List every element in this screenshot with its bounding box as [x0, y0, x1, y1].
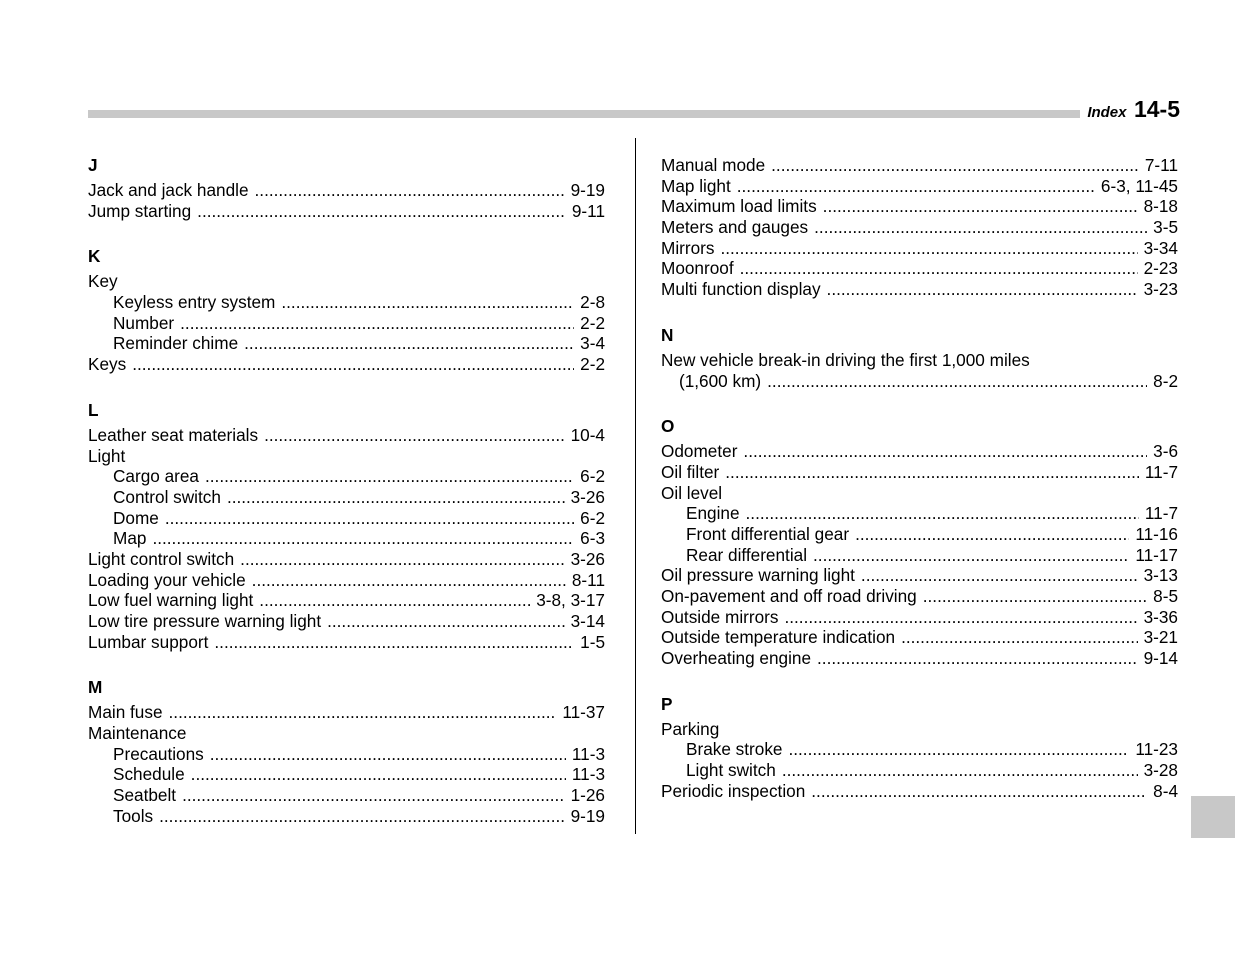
- entry-text: Main fuse: [88, 702, 163, 723]
- entry-page: 1-26: [570, 785, 605, 806]
- dot-leader: [165, 508, 574, 529]
- index-entry: [88, 723, 605, 744]
- entry-text: Control switch: [113, 486, 221, 507]
- index-entry: [88, 333, 605, 354]
- dot-leader: [813, 545, 1129, 566]
- dot-leader: [205, 466, 574, 487]
- dot-leader: [901, 627, 1138, 648]
- entry-text: Leather seat materials: [88, 424, 259, 445]
- section-letter: P: [661, 693, 673, 714]
- entry-page: 3-26: [570, 548, 605, 569]
- entry-text: New vehicle break-in driving the first 1,000 miles: [661, 349, 1030, 370]
- dot-leader: [255, 180, 565, 201]
- entry-page: 3-36: [1143, 606, 1178, 627]
- dot-leader: [827, 279, 1138, 300]
- entry-page: 8-2: [1153, 370, 1178, 391]
- dot-leader: [782, 760, 1138, 781]
- entry-page: 9-19: [570, 805, 605, 826]
- dot-leader: [252, 570, 566, 591]
- entry-text: Map: [113, 528, 147, 549]
- entry-text: Key: [88, 271, 118, 292]
- entry-page: 3-23: [1143, 279, 1178, 300]
- page-header: [1087, 96, 1180, 123]
- entry-page: 2-8: [580, 292, 605, 313]
- entry-page: 8-18: [1143, 196, 1178, 217]
- entry-text: Light: [88, 445, 126, 466]
- index-column-left: [88, 155, 605, 827]
- entry-page: 3-26: [570, 486, 605, 507]
- entry-text: Manual mode: [661, 155, 766, 175]
- section-letter: N: [661, 324, 674, 345]
- header-rule: [88, 110, 1080, 118]
- dot-leader: [327, 611, 564, 632]
- entry-text: Outside mirrors: [661, 606, 779, 627]
- entry-page: 9-14: [1143, 648, 1178, 669]
- dot-leader: [788, 739, 1129, 760]
- index-entry: [661, 719, 1178, 740]
- index-entry: [88, 549, 605, 570]
- entry-page: 2-2: [580, 354, 605, 375]
- dot-leader: [240, 549, 564, 570]
- entry-page: 11-3: [571, 764, 605, 785]
- index-entry: [661, 217, 1178, 238]
- dot-leader: [227, 487, 565, 508]
- entry-page: 11-7: [1144, 503, 1178, 524]
- header-label: Index: [1087, 104, 1127, 121]
- dot-leader: [210, 744, 566, 765]
- index-entry: [88, 764, 605, 785]
- entry-text: Tools: [113, 805, 154, 826]
- index-entry: [661, 483, 1178, 504]
- index-column-right: [661, 155, 1178, 802]
- entry-page: 3-6: [1153, 441, 1178, 462]
- index-entry: [88, 271, 605, 292]
- column-divider: [635, 138, 636, 834]
- index-entry: [88, 201, 605, 222]
- entry-page: 3-5: [1153, 217, 1178, 238]
- index-entry: [661, 462, 1178, 483]
- index-entry: [661, 545, 1178, 566]
- entry-page: 11-3: [571, 743, 605, 764]
- dot-leader: [771, 155, 1139, 176]
- dot-leader: [767, 371, 1147, 392]
- entry-text: (1,600 km): [679, 370, 762, 391]
- dot-leader: [720, 238, 1137, 259]
- entry-text: Dome: [113, 507, 159, 528]
- index-section: [661, 416, 1178, 669]
- entry-text: Lumbar support: [88, 631, 209, 652]
- entry-text: Odometer: [661, 441, 738, 462]
- index-entry: [661, 565, 1178, 586]
- entry-text: Schedule: [113, 764, 185, 785]
- index-entry: [88, 702, 605, 723]
- dot-leader: [823, 196, 1138, 217]
- entry-page: 3-28: [1143, 760, 1178, 781]
- index-entry: [661, 176, 1178, 197]
- index-entry: [661, 258, 1178, 279]
- dot-leader: [923, 586, 1147, 607]
- entry-text: Oil filter: [661, 461, 720, 482]
- index-entry: [661, 196, 1178, 217]
- dot-leader: [746, 503, 1139, 524]
- entry-page: 3-34: [1143, 237, 1178, 258]
- entry-page: 2-2: [580, 312, 605, 333]
- section-letter: J: [88, 155, 98, 175]
- index-entry: [661, 279, 1178, 300]
- index-entry: [88, 785, 605, 806]
- index-entry: [88, 632, 605, 653]
- index-entry: [661, 238, 1178, 259]
- entry-page: 3-4: [580, 333, 605, 354]
- dot-leader: [182, 785, 565, 806]
- entry-page: 9-11: [571, 200, 605, 221]
- entry-text: Outside temperature indication: [661, 627, 896, 648]
- entry-page: 9-19: [570, 180, 605, 200]
- entry-text: Number: [113, 312, 175, 333]
- index-entry: [661, 503, 1178, 524]
- entry-text: Meters and gauges: [661, 217, 809, 238]
- index-section: [88, 246, 605, 374]
- entry-text: Low tire pressure warning light: [88, 611, 322, 631]
- entry-page: 11-7: [1144, 461, 1178, 482]
- index-entry: [88, 570, 605, 591]
- entry-page: 11-37: [562, 702, 605, 723]
- page-number: 14-5: [1133, 96, 1180, 122]
- dot-leader: [152, 528, 574, 549]
- entry-page: 11-17: [1135, 544, 1178, 565]
- entry-text: Low fuel warning light: [88, 590, 254, 611]
- index-entry: [661, 350, 1178, 371]
- entry-text: Precautions: [113, 743, 204, 764]
- entry-text: Moonroof: [661, 258, 734, 279]
- entry-page: 3-21: [1143, 627, 1178, 648]
- entry-text: Cargo area: [113, 466, 199, 487]
- index-entry: [88, 487, 605, 508]
- index-entry: [661, 739, 1178, 760]
- section-letter: L: [88, 399, 99, 420]
- entry-text: Maintenance: [88, 723, 187, 744]
- entry-page: 1-5: [580, 631, 605, 652]
- section-letter: O: [661, 416, 675, 437]
- index-section: [661, 325, 1178, 391]
- index-entry: [661, 627, 1178, 648]
- dot-leader: [132, 354, 574, 375]
- index-entry: [88, 354, 605, 375]
- dot-leader: [743, 441, 1147, 462]
- entry-text: Parking: [661, 718, 720, 739]
- index-entry: [661, 586, 1178, 607]
- dot-leader: [784, 607, 1137, 628]
- index-entry: [88, 528, 605, 549]
- entry-text: Rear differential: [686, 544, 808, 565]
- index-entry: [661, 524, 1178, 545]
- entry-page: 8-4: [1153, 780, 1178, 801]
- index-entry: [88, 313, 605, 334]
- dot-leader: [811, 781, 1147, 802]
- entry-text: Engine: [686, 503, 740, 524]
- entry-text: Brake stroke: [686, 739, 783, 760]
- entry-page: 6-3, 11-45: [1100, 175, 1178, 196]
- dot-leader: [861, 565, 1138, 586]
- index-entry: [661, 441, 1178, 462]
- section-letter: K: [88, 246, 101, 267]
- dot-leader: [169, 702, 557, 723]
- dot-leader: [737, 176, 1095, 197]
- index-entry: [661, 781, 1178, 802]
- entry-text: Map light: [661, 175, 731, 196]
- entry-page: 2-23: [1143, 258, 1178, 279]
- index-section: [661, 694, 1178, 802]
- section-letter: M: [88, 677, 103, 698]
- index-entry: [88, 180, 605, 201]
- dot-leader: [214, 632, 574, 653]
- dot-leader: [191, 764, 566, 785]
- dot-leader: [817, 648, 1138, 669]
- entry-text: Oil pressure warning light: [661, 565, 855, 586]
- dot-leader: [159, 806, 564, 827]
- entry-page: 11-23: [1135, 739, 1178, 760]
- entry-text: Periodic inspection: [661, 780, 806, 801]
- entry-page: 8-11: [571, 569, 605, 590]
- entry-page: 3-13: [1143, 565, 1178, 586]
- entry-page: 6-3: [580, 528, 605, 549]
- entry-text: Keys: [88, 354, 127, 375]
- dot-leader: [725, 462, 1139, 483]
- index-entry: [661, 760, 1178, 781]
- dot-leader: [180, 313, 574, 334]
- entry-text: Jack and jack handle: [88, 180, 249, 200]
- index-entry: [661, 371, 1178, 392]
- dot-leader: [259, 590, 530, 611]
- index-section: [88, 677, 605, 826]
- index-entry: [88, 806, 605, 827]
- index-entry: [88, 508, 605, 529]
- dot-leader: [197, 201, 566, 222]
- dot-leader: [740, 258, 1138, 279]
- index-section: [88, 155, 605, 221]
- entry-text: Oil level: [661, 482, 723, 503]
- entry-page: 6-2: [580, 507, 605, 528]
- dot-leader: [264, 425, 565, 446]
- dot-leader: [814, 217, 1147, 238]
- entry-text: Multi function display: [661, 279, 821, 300]
- index-entry: [88, 446, 605, 467]
- entry-page: 8-5: [1153, 586, 1178, 606]
- index-entry: [88, 611, 605, 632]
- index-entry: [88, 590, 605, 611]
- entry-text: Maximum load limits: [661, 196, 817, 217]
- index-entry: [88, 292, 605, 313]
- entry-text: Light control switch: [88, 548, 235, 569]
- index-section: [661, 155, 1178, 300]
- dot-leader: [244, 333, 574, 354]
- entry-text: Overheating engine: [661, 648, 812, 669]
- entry-text: On-pavement and off road driving: [661, 586, 917, 606]
- entry-text: Jump starting: [88, 200, 192, 221]
- index-entry: [661, 155, 1178, 176]
- index-section: [88, 400, 605, 653]
- entry-text: Light switch: [686, 760, 776, 781]
- entry-page: 6-2: [580, 466, 605, 487]
- dot-leader: [281, 292, 574, 313]
- index-entry: [88, 466, 605, 487]
- dot-leader: [855, 524, 1129, 545]
- entry-text: Loading your vehicle: [88, 569, 246, 590]
- entry-text: Reminder chime: [113, 333, 239, 354]
- entry-text: Mirrors: [661, 237, 715, 258]
- entry-page: 10-4: [570, 424, 605, 445]
- entry-text: Front differential gear: [686, 523, 850, 544]
- entry-page: 3-8, 3-17: [536, 590, 605, 611]
- entry-text: Keyless entry system: [113, 292, 276, 313]
- chapter-tab: [1191, 796, 1235, 838]
- index-entry: [88, 425, 605, 446]
- entry-page: 3-14: [570, 611, 605, 631]
- index-entry: [661, 648, 1178, 669]
- index-entry: [661, 607, 1178, 628]
- entry-page: 11-16: [1135, 523, 1178, 544]
- index-entry: [88, 744, 605, 765]
- entry-text: Seatbelt: [113, 785, 177, 806]
- entry-page: 7-11: [1144, 155, 1178, 175]
